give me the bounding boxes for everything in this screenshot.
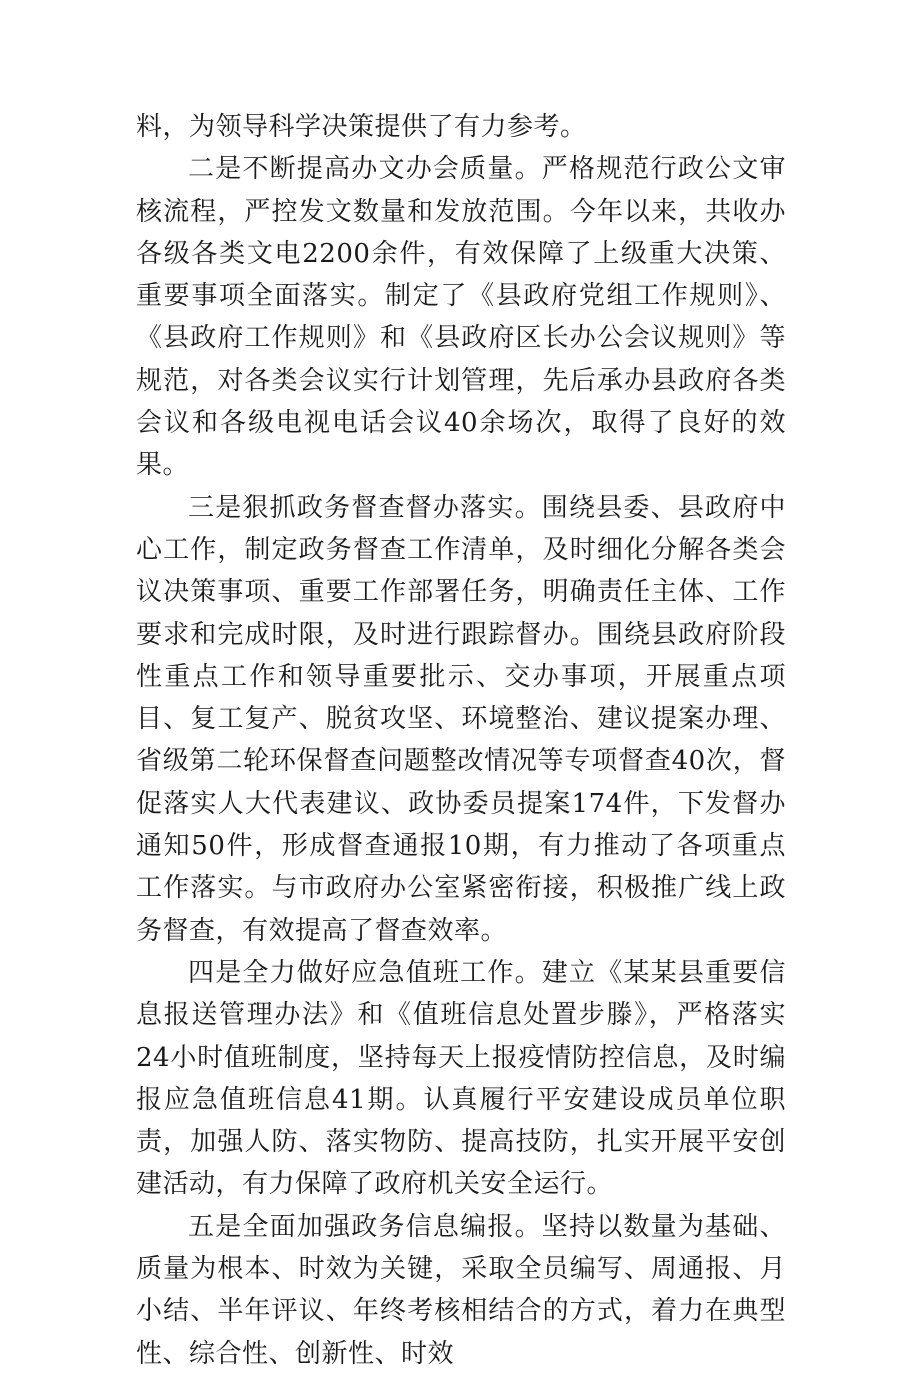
paragraph-document-meeting-quality: 二是不断提高办文办会质量。严格规范行政公文审核流程，严控发文数量和发放范围。今年以来，共收办各级各类文电2200余件，有效保障了上级重大决策、重要事项全面落实。制定了《县政府党组工作规则》、《县政府工作规则》和《县政府区长办公会议规则》等规范，对各类会议实行计划管理，先后承办县政府各类会议和各级电视电话会议40余场次，取得了良好的效果。 [136,154,786,481]
paragraph-continuation: 料，为领导科学决策提供了有力参考。 [136,112,587,142]
document-body [136,106,786,1375]
paragraph-information-reporting: 五是全面加强政务信息编报。坚持以数量为基础、质量为根本、时效为关键，采取全员编写、周通报、月小结、半年评议、年终考核相结合的方式，着力在典型性、综合性、创新性、时效 [136,1211,786,1369]
paragraph-supervision: 三是狠抓政务督查督办落实。围绕县委、县政府中心工作，制定政务督查工作清单，及时细化分解各类会议决策事项、重要工作部署任务，明确责任主体、工作要求和完成时限，及时进行跟踪督办。围绕县政府阶段性重点工作和领导重要批示、交办事项，开展重点项目、复工复产、脱贫攻坚、环境整治、建议提案办理、省级第二轮环保督查问题整改情况等专项督查40次，督促落实人大代表建议、政协委员提案174件，下发督办通知50件，形成督查通报10期，有力推动了各项重点工作落实。与市政府办公室紧密衔接，积极推广线上政务督查，有效提高了督查效率。 [136,492,786,946]
paragraph-emergency-duty: 四是全力做好应急值班工作。建立《某某县重要信息报送管理办法》和《值班信息处置步滕》，严格落实24小时值班制度，坚持每天上报疫情防控信息，及时编报应急值班信息41期。认真履行平安建设成员单位职责，加强人防、落实物防、提高技防，扎实开展平安创建活动，有力保障了政府机关安全运行。 [136,957,786,1200]
